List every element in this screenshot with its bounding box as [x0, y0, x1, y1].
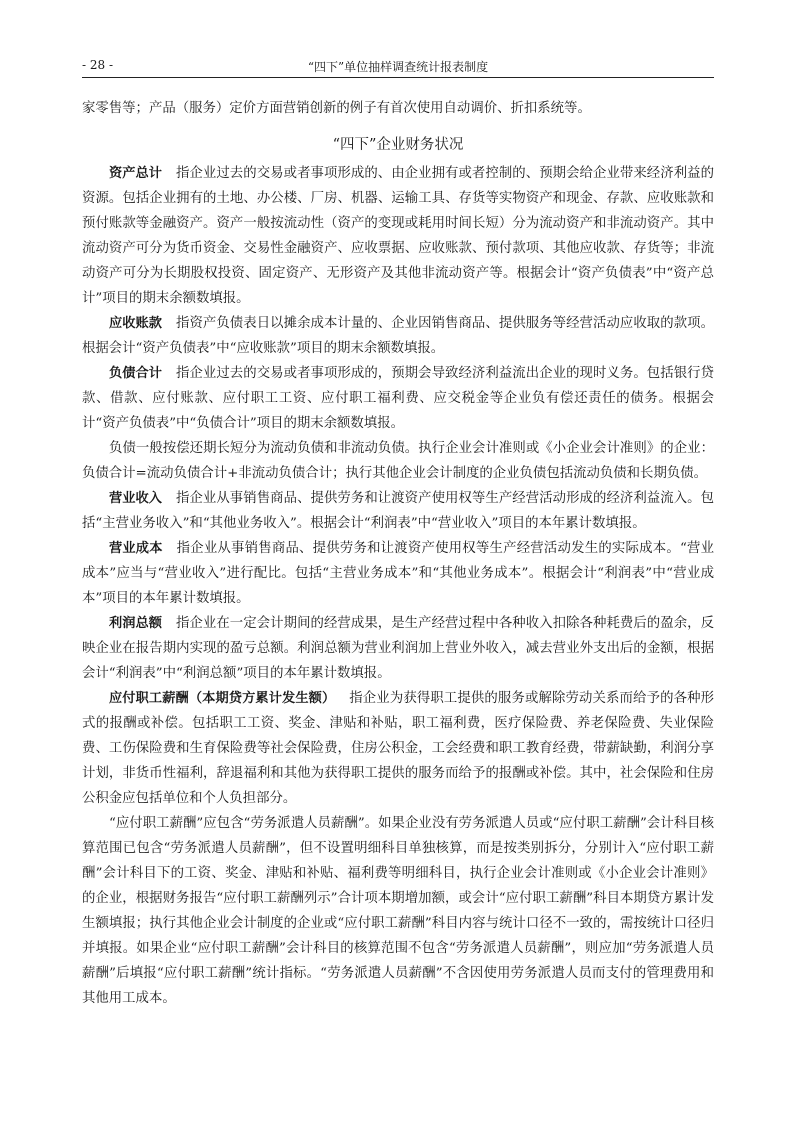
entry-term: 利润总额 [109, 616, 162, 631]
entry-accounts-receivable [82, 311, 714, 361]
entry-text: “应付职工薪酬”应包含“劳务派遣人员薪酬”。如果企业没有劳务派遣人员或“应付职工薪酬”会计科目核算范围已包含“劳务派遣人员薪酬”，但不设置明细科目单独核算，而是按类别拆分，分别计入“应付职工薪酬”会计科目下的工资、奖金、津贴和补贴、福利费等明细科目，执行企业会计准则或《小企业会计准则》的企业，根据财务报告“应付职工薪酬列示”合计项本期增加额，或会计“应付职工薪酬”科目本期贷方累计发生额填报；执行其他企业会计制度的企业或“应付职工薪酬”科目内容与统计口径不一致的，需按统计口径归并填报。如果企业“应付职工薪酬”会计科目的核算范围不包含“劳务派遣人员薪酬”，则应加“劳务派遣人员薪酬”后填报“应付职工薪酬”统计指标。“劳务派遣人员薪酬”不含因使用劳务派遣人员而支付的管理费用和其他用工成本。 [82, 816, 714, 1006]
page-number: - 28 - [82, 58, 114, 72]
section-title: “四下”企业财务状况 [332, 137, 464, 153]
paragraph-dispatched-labor [82, 811, 714, 1011]
entry-text: 指企业过去的交易或者事项形成的、由企业拥有或者控制的、预期会给企业带来经济利益的资源。包括企业拥有的土地、办公楼、厂房、机器、运输工具、存货等实物资产和现金、存款、应收账款和预付账款等金融资产。资产一般按流动性（资产的变现或耗用时间长短）分为流动资产和非流动资产。其中流动资产可分为货币资金、交易性金融资产、应收票据、应收账款、预付款项、其他应收款、存货等；非流动资产可分为长期股权投资、固定资产、无形资产及其他非流动资产等。根据会计“资产负债表”中“资产总计”项目的期末余额数填报。 [82, 166, 715, 306]
entry-term: 资产总计 [109, 166, 162, 181]
entry-operating-cost [82, 536, 714, 611]
entry-text: 负债一般按偿还期长短分为流动负债和非流动负债。执行企业会计准则或《小企业会计准则》的企业：负债合计=流动负债合计+非流动负债合计；执行其他企业会计制度的企业负债包括流动负债和长期负债。 [82, 441, 714, 481]
intro-continuation: 家零售等；产品（服务）定价方面营销创新的例子有首次使用自动调价、折扣系统等。 [82, 101, 591, 116]
entry-text: 指企业在一定会计期间的经营成果，是生产经营过程中各种收入扣除各种耗费后的盈余，反映企业在报告期内实现的盈亏总额。利润总额为营业利润加上营业外收入，减去营业外支出后的金额，根据会计“利润表”中“利润总额”项目的本年累计数填报。 [82, 616, 715, 681]
entry-text: 指企业从事销售商品、提供劳务和让渡资产使用权等生产经营活动发生的实际成本。“营业成本”应当与“营业收入”进行配比。包括“主营业务成本”和“其他业务成本”。根据会计“利润表”中“营业成本”项目的本年累计数填报。 [82, 541, 715, 606]
entry-term: 营业成本 [109, 541, 163, 556]
entry-text: 指企业过去的交易或者事项形成的，预期会导致经济利益流出企业的现时义务。包括银行贷款、借款、应付账款、应付职工工资、应付职工福利费、应交税金等企业负有偿还责任的债务。根据会计“资产负债表”中“负债合计”项目的期末余额数填报。 [82, 366, 715, 431]
entry-employee-compensation [82, 686, 714, 811]
entry-total-assets [82, 161, 714, 311]
running-title: “四下”单位抽样调查统计报表制度 [307, 60, 489, 74]
entry-term: 应付职工薪酬（本期贷方累计发生额） [109, 691, 336, 706]
entry-term: 负债合计 [109, 366, 162, 381]
page-header [82, 56, 714, 76]
entry-total-liabilities [82, 361, 714, 436]
entry-text: 指企业从事销售商品、提供劳务和让渡资产使用权等生产经营活动形成的经济利益流入。包括“主营业务收入”和“其他业务收入”。根据会计“利润表”中“营业收入”项目的本年累计数填报。 [82, 491, 715, 531]
entry-operating-revenue [82, 486, 714, 536]
document-body [82, 96, 714, 1011]
entry-term: 应收账款 [109, 316, 162, 331]
entry-total-profit [82, 611, 714, 686]
entry-term: 营业收入 [109, 491, 162, 506]
entry-text: 指资产负债表日以摊余成本计量的、企业因销售商品、提供服务等经营活动应收取的款项。根据会计“资产负债表”中“应收账款”项目的期末余额数填报。 [82, 316, 715, 356]
entry-text: 指企业为获得职工提供的服务或解除劳动关系而给予的各种形式的报酬或补偿。包括职工工资、奖金、津贴和补贴，职工福利费，医疗保险费、养老保险费、失业保险费、工伤保险费和生育保险费等社会保险费，住房公积金，工会经费和职工教育经费，带薪缺勤，利润分享计划，非货币性福利，辞退福利和其他为获得职工提供的服务而给予的报酬或补偿。其中，社会保险和住房公积金应包括单位和个人负担部分。 [82, 691, 715, 806]
paragraph-liabilities-classification [82, 436, 714, 486]
header-rule [82, 77, 714, 78]
